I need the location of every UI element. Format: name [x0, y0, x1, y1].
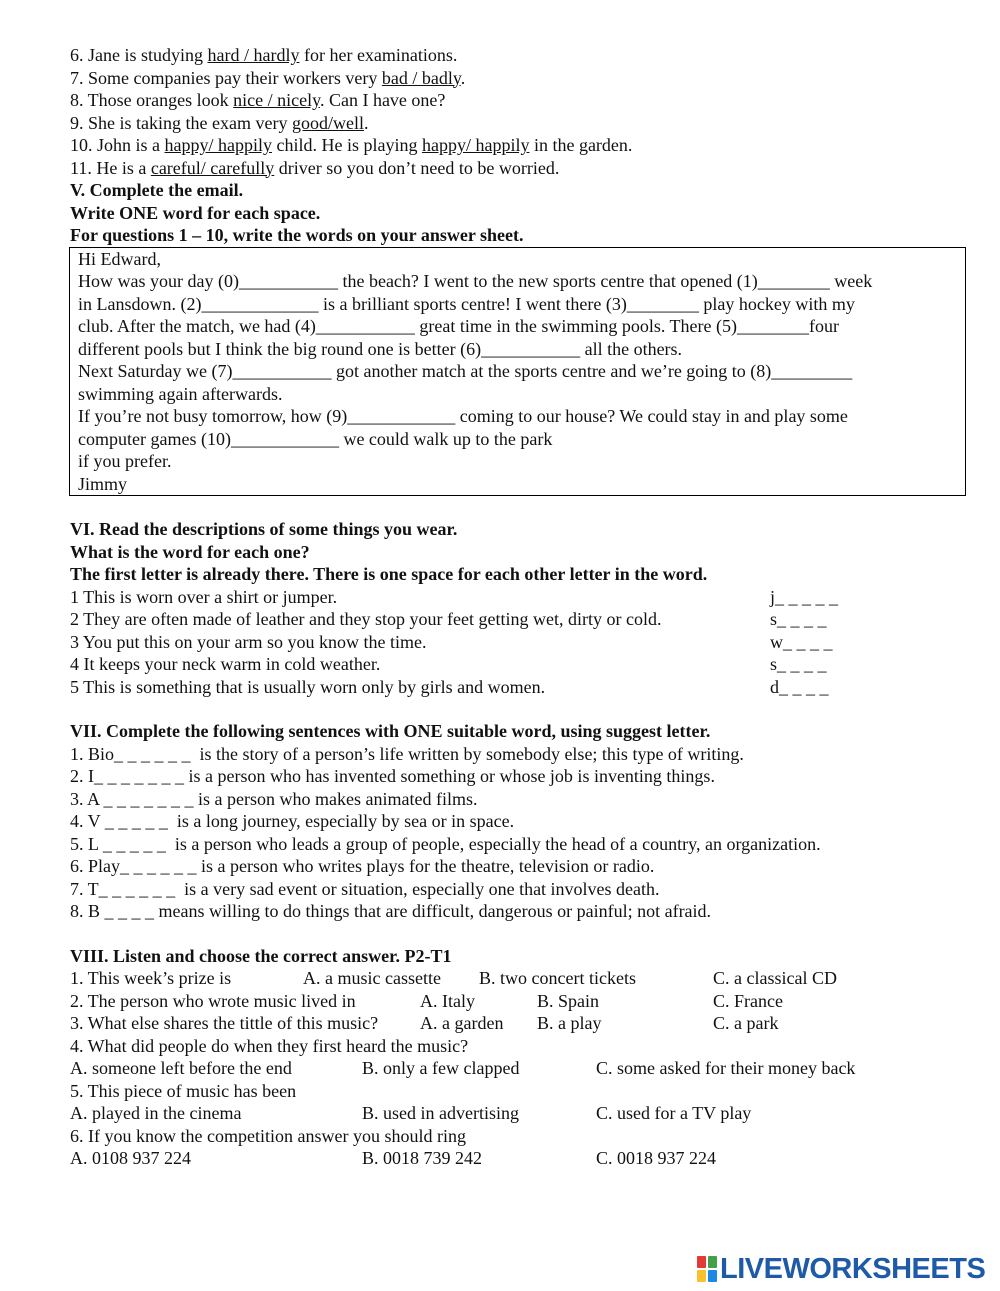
question-text: 6. If you know the competition answer you should ring [70, 1125, 466, 1146]
answer-blank[interactable]: s_ _ _ _ [770, 609, 827, 629]
question-text: 4. What did people do when they first heard the music? [70, 1035, 469, 1056]
options-row [70, 1102, 970, 1125]
option-a[interactable]: A. 0108 937 224 [70, 1148, 191, 1168]
option-b[interactable]: B. 0018 739 242 [362, 1148, 483, 1168]
email-line: Next Saturday we (7)___________ got another match at the sports centre and we’re going to (8)_________ [78, 361, 853, 381]
list-item: 1. Bio_ _ _ _ _ _ is the story of a person’s life written by somebody else; this type of writing. [70, 743, 744, 764]
option-b[interactable]: B. only a few clapped [362, 1058, 520, 1078]
option-a[interactable]: A. played in the cinema [70, 1103, 242, 1123]
question-row: 1. This week’s prize is A. a music cassette B. two concert tickets C. a classical CD [70, 968, 837, 988]
list-item: 2. I_ _ _ _ _ _ _ is a person who has invented something or whose job is inventing things. [70, 766, 715, 786]
answer-blank[interactable]: j_ _ _ _ _ [770, 586, 839, 607]
option-c[interactable]: C. a park [713, 1013, 779, 1033]
list-item: 8. B _ _ _ _ means willing to do things that are difficult, dangerous or painful; not afraid. [70, 901, 712, 921]
section-viii-heading: VIII. Listen and choose the correct answer. P2-T1 [70, 945, 452, 966]
list-item: 7. T_ _ _ _ _ _ is a very sad event or situation, especially one that involves death. [70, 878, 660, 899]
list-item: 7. Some companies pay their workers very bad / badly. [70, 67, 466, 88]
email-line: if you prefer. [78, 451, 172, 471]
option-b[interactable]: B. a play [537, 1013, 602, 1033]
logo-blocks-icon [697, 1256, 717, 1282]
section-vi-heading: VI. Read the descriptions of some things you wear. [70, 519, 458, 539]
answer-blank[interactable]: s_ _ _ _ [770, 654, 827, 674]
list-item: 1 This is worn over a shirt or jumper. j_ _ _ _ _ [70, 586, 839, 607]
options-row [70, 1147, 970, 1170]
liveworksheets-logo[interactable] [697, 1252, 986, 1285]
question-text: 5. This piece of music has been [70, 1080, 297, 1101]
option-a[interactable]: A. a garden [420, 1013, 504, 1033]
option-c[interactable]: C. France [713, 990, 783, 1011]
email-line: different pools but I think the big round one is better (6)___________ all the others. [78, 338, 683, 359]
option-b[interactable]: B. Spain [537, 990, 600, 1011]
email-line: in Lansdown. (2)_____________ is a brilliant sports centre! I went there (3)________ play hockey with my [78, 293, 855, 314]
list-item: 4 It keeps your neck warm in cold weather. s_ _ _ _ [70, 654, 827, 674]
option-a[interactable]: A. someone left before the end [70, 1058, 292, 1078]
section-v-instruction: Write ONE word for each space. [70, 202, 321, 223]
option-b[interactable]: B. two concert tickets [479, 968, 636, 988]
list-item: 9. She is taking the exam very good/well. [70, 112, 369, 133]
email-line: How was your day (0)___________ the beach? I went to the new sports centre that opened (1)________ week [78, 271, 873, 291]
option-a[interactable]: A. Italy [420, 990, 475, 1011]
section-iv-list [70, 44, 970, 179]
option-c[interactable]: C. a classical CD [713, 968, 837, 988]
email-line: club. After the match, we had (4)___________ great time in the swimming pools. There (5)________four [78, 316, 840, 336]
section-vii-heading: VII. Complete the following sentences with ONE suitable word, using suggest letter. [70, 721, 711, 741]
list-item: 8. Those oranges look nice / nicely. Can I have one? [70, 90, 446, 110]
question-row: 3. What else shares the tittle of this music? A. a garden B. a play C. a park [70, 1013, 779, 1033]
list-item: 3 You put this on your arm so you know the time. w_ _ _ _ [70, 631, 833, 652]
email-line: If you’re not busy tomorrow, how (9)____________ coming to our house? We could stay in and play some [78, 406, 848, 426]
logo-text: LIVEWORKSHEETS [720, 1252, 986, 1285]
email-box [69, 247, 966, 497]
email-line: computer games (10)____________ we could walk up to the park [78, 428, 553, 449]
list-item: 5. L _ _ _ _ _ is a person who leads a group of people, especially the head of a country, an organization. [70, 833, 821, 854]
section-v-heading: V. Complete the email. [70, 180, 244, 200]
answer-blank[interactable]: d_ _ _ _ [770, 676, 829, 697]
list-item: 10. John is a happy/ happily child. He is playing happy/ happily in the garden. [70, 135, 633, 155]
list-item: 2 They are often made of leather and they stop your feet getting wet, dirty or cold. s_ _ _ _ [70, 609, 827, 629]
section-vi-instruction: The first letter is already there. There is one space for each other letter in the word. [70, 564, 708, 584]
email-line: Hi Edward, [78, 248, 161, 269]
list-item: 5 This is something that is usually worn only by girls and women. d_ _ _ _ [70, 676, 829, 697]
email-line: swimming again afterwards. [78, 383, 283, 404]
list-item: 11. He is a careful/ carefully driver so you don’t need to be worried. [70, 157, 560, 178]
list-item: 6. Jane is studying hard / hardly for her examinations. [70, 45, 458, 65]
list-item: 4. V _ _ _ _ _ is a long journey, especially by sea or in space. [70, 811, 515, 831]
list-item: 6. Play_ _ _ _ _ _ is a person who writes plays for the theatre, television or radio. [70, 856, 655, 876]
question-row: 2. The person who wrote music lived in A. Italy B. Spain C. France [70, 990, 783, 1011]
option-b[interactable]: B. used in advertising [362, 1103, 519, 1123]
option-a[interactable]: A. a music cassette [303, 968, 441, 988]
worksheet-page [70, 44, 970, 1170]
answer-blank[interactable]: w_ _ _ _ [770, 631, 833, 652]
option-c[interactable]: C. some asked for their money back [596, 1058, 856, 1078]
email-line: Jimmy [78, 473, 128, 494]
option-c[interactable]: C. used for a TV play [596, 1103, 752, 1123]
section-vi-instruction: What is the word for each one? [70, 541, 310, 562]
options-row [70, 1057, 970, 1080]
section-v-instruction: For questions 1 – 10, write the words on your answer sheet. [70, 225, 524, 245]
list-item: 3. A _ _ _ _ _ _ _ is a person who makes animated films. [70, 788, 478, 809]
option-c[interactable]: C. 0018 937 224 [596, 1148, 717, 1168]
